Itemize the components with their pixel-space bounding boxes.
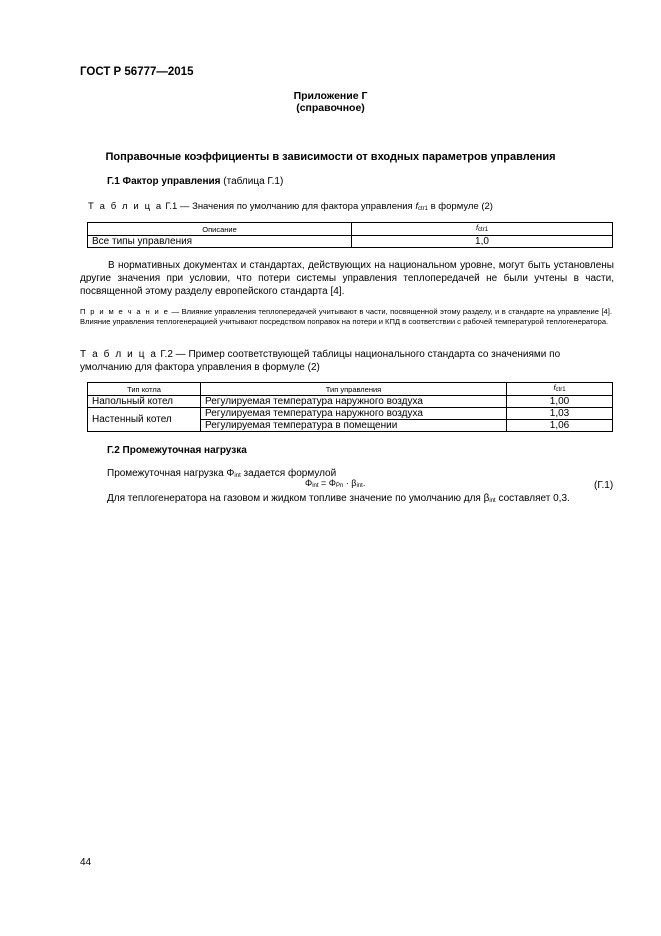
table-g2-header-f-symbol: f [553, 383, 556, 392]
formula-part-d: . [362, 478, 366, 488]
table-g2-cell-control: Регулируемая температура наружного воздуха [201, 408, 507, 420]
page-number: 44 [80, 857, 92, 868]
formula-part-c: · β [343, 478, 357, 488]
g1-heading-bold: Г.1 Фактор управления [107, 176, 221, 187]
table-g1-caption-label: Т а б л и ц а [88, 201, 163, 212]
g2-heading: Г.2 Промежуточная нагрузка [107, 445, 247, 456]
table-g1-header-f-symbol: f [475, 223, 479, 232]
table-g2-cell-boiler: Настенный котел [88, 408, 201, 432]
note-text: — Влияние управления теплопередачей учитывают в части, посвященной этому разделу, и в стандарте на управление [4]. Влияние управления теплогенерацией учитывают посредством поправок на потери и КПД в соответствии с рабочей температурой теплогенератора. [80, 307, 612, 326]
formula-part-a: Φ [305, 478, 313, 488]
formula-g1 [305, 478, 365, 489]
table-g2-cell-control: Регулируемая температура в помещении [201, 420, 507, 432]
table-g1-caption [88, 200, 493, 216]
standard-header: ГОСТ Р 56777—2015 [80, 66, 194, 78]
table-g1-cell-value: 1,0 [352, 236, 613, 248]
table-g1-header-f [352, 223, 613, 236]
formula-part-b: = Φ [318, 478, 336, 488]
formula-sub-2: Pn [335, 483, 344, 489]
g2-line2-b: составляет 0,3. [495, 493, 570, 504]
appendix-subtitle: (справочное) [296, 102, 365, 114]
table-g2-header-control: Тип управления [201, 383, 507, 396]
table-g2-caption-label: Т а б л и ц а [80, 349, 158, 360]
g1-heading [107, 175, 283, 188]
table-row [88, 408, 613, 420]
section-title: Поправочные коэффициенты в зависимости от входных параметров управления [105, 151, 556, 163]
table-g1-caption-tail: в формуле (2) [427, 201, 493, 212]
g1-heading-rest: (таблица Г.1) [220, 176, 284, 187]
table-g1-caption-sub: ctr1 [417, 206, 428, 212]
table-g2-cell-control: Регулируемая температура наружного воздуха [201, 396, 507, 408]
table-g2-cell-value: 1,06 [507, 420, 613, 432]
table-g2-caption [80, 348, 614, 374]
table-g1-caption-rest: Г.1 — Значения по умолчанию для фактора управления [162, 201, 416, 212]
formula-sub-1: int [312, 483, 319, 489]
g1-paragraph: В нормативных документах и стандартах, действующих на национальном уровне, могут быть установлены другие значения при условии, что потери системы управления теплопередачей не были учтены в части, посвященной этому разделу европейского стандарта [4]. [80, 260, 614, 297]
note-label: П р и м е ч а н и е [80, 307, 170, 316]
table-g2-header-f-sub: ctr1 [555, 387, 566, 393]
table-g1-header-f-sub: ctr1 [478, 227, 489, 233]
table-g1-header-description: Описание [88, 223, 352, 236]
table-g2-caption-rest: Г.2 — Пример соответствующей таблицы национального стандарта со значениями по умолчанию для фактора управления в формуле (2) [80, 349, 561, 373]
table-g2 [87, 382, 613, 432]
table-g2-header-boiler: Тип котла [88, 383, 201, 396]
g2-line1-a: Промежуточная нагрузка Φ [107, 468, 235, 479]
table-g1 [87, 222, 613, 248]
formula-sub-3: int [356, 483, 363, 489]
table-g1-caption-f: f [415, 201, 418, 212]
table-row [88, 396, 613, 408]
g2-line1-b: задается формулой [240, 468, 337, 479]
table-row [88, 236, 613, 248]
table-g2-cell-value: 1,00 [507, 396, 613, 408]
appendix-title: Приложение Г [293, 90, 368, 102]
table-g1-cell-description: Все типы управления [88, 236, 352, 248]
g1-note [80, 307, 612, 327]
g2-line2-a: Для теплогенератора на газовом и жидком топливе значение по умолчанию для β [107, 493, 490, 504]
equation-number: (Г.1) [594, 480, 614, 491]
table-g2-header-f [507, 383, 613, 396]
g2-line2-sub: int [489, 498, 496, 504]
table-g2-cell-boiler: Напольный котел [88, 396, 201, 408]
table-g2-cell-value: 1,03 [507, 408, 613, 420]
g2-line2 [107, 492, 570, 508]
g2-line1-sub: int [234, 473, 241, 479]
g2-line1 [107, 467, 336, 483]
